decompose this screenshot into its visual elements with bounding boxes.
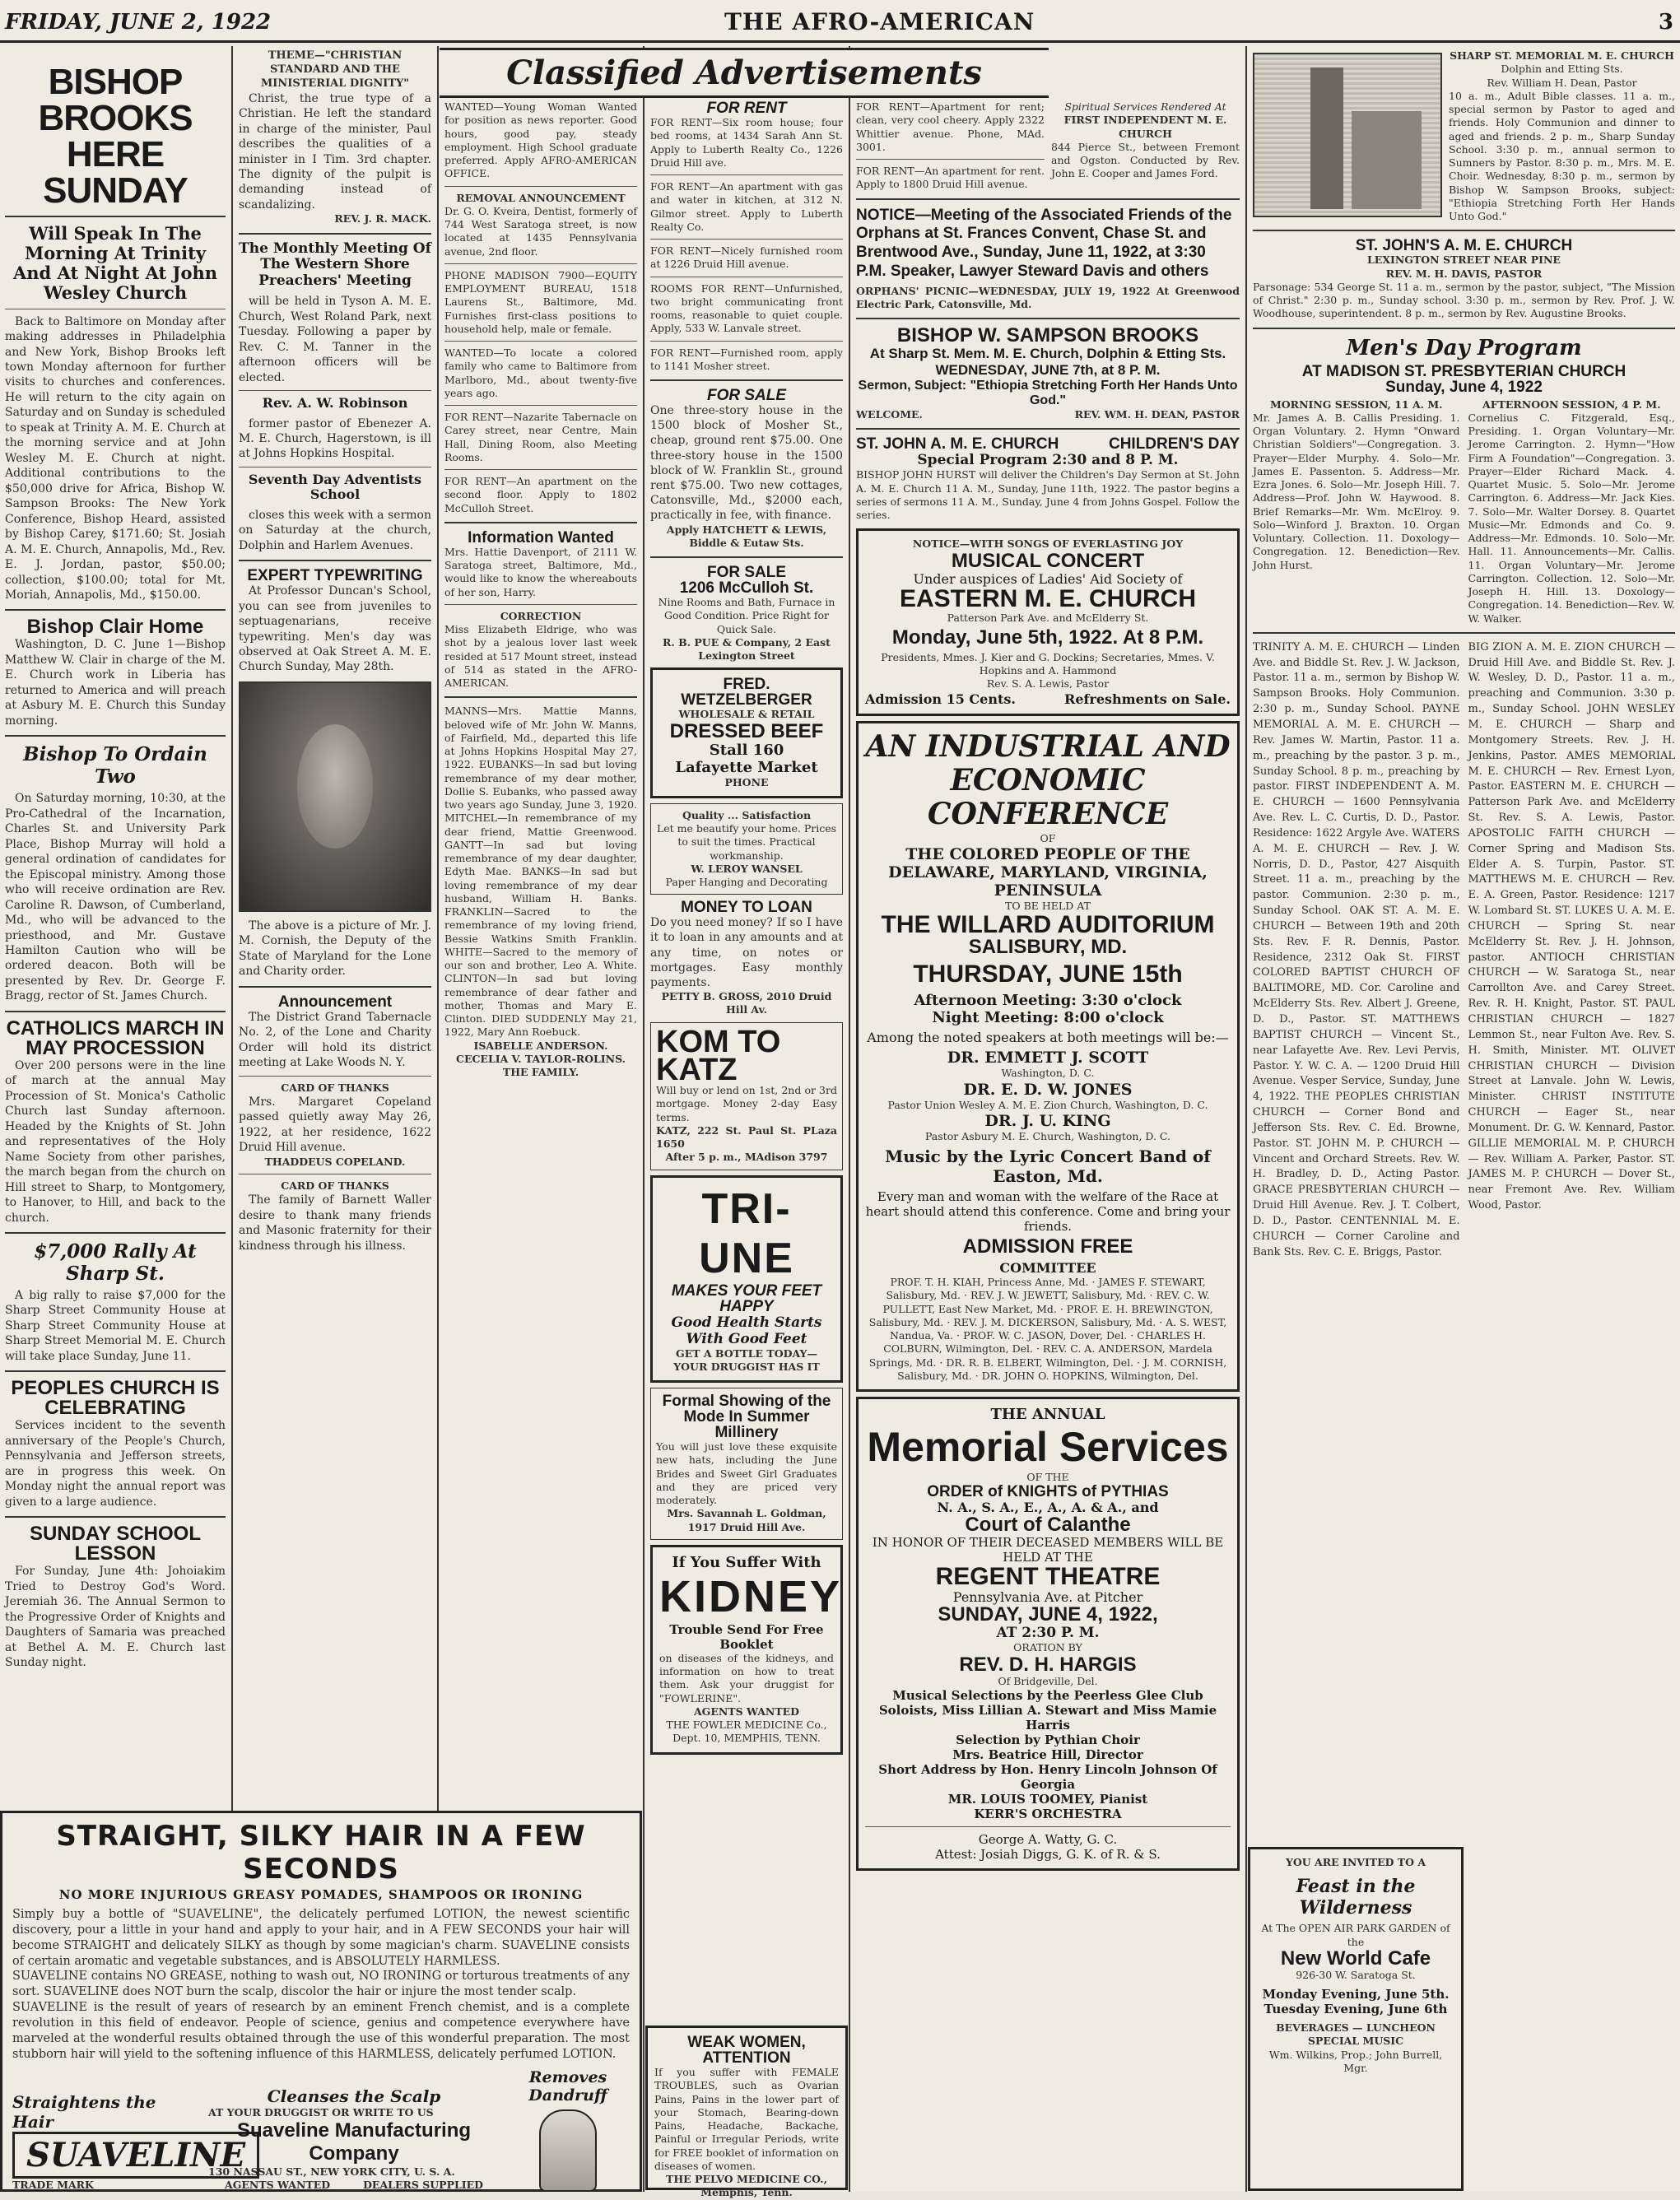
conference-held: TO BE HELD AT xyxy=(1005,900,1091,913)
column-rule xyxy=(1245,46,1247,2192)
speaker-2-affil: Pastor Union Wesley A. M. E. Zion Church, Washington, D. C. xyxy=(887,1098,1208,1111)
ad-suaveline xyxy=(0,1811,642,2192)
concert-notice: NOTICE—WITH SONGS OF EVERLASTING JOY xyxy=(912,537,1184,551)
memorial-honor: IN HONOR OF THEIR DECEASED MEMBERS WILL BE HELD AT THE xyxy=(872,1535,1224,1565)
brooks-head: BISHOP W. SAMPSON BROOKS xyxy=(896,324,1199,347)
memorial-attest: Attest: Josiah Diggs, G. K. of R. & S. xyxy=(935,1846,1161,1862)
ad-sale-2-address: 1206 McCulloh St. xyxy=(679,579,814,597)
speaker-1: DR. EMMETT J. SCOTT xyxy=(947,1049,1149,1067)
memorial-soloists: Soloists, Miss Lillian A. Stewart and Miss Mamie Harris xyxy=(878,1702,1217,1733)
concert-title: MUSICAL CONCERT xyxy=(951,549,1145,572)
column-rule xyxy=(849,46,850,2192)
memorial-of: OF THE xyxy=(1026,1471,1069,1484)
memorial-address: Pennsylvania Ave. at Pitcher xyxy=(952,1589,1143,1606)
memorial-theatre: REGENT THEATRE xyxy=(935,1563,1161,1591)
memorial-pianist: MR. LOUIS TOOMEY, Pianist xyxy=(947,1791,1148,1807)
brooks-sign: REV. WM. H. DEAN, PASTOR xyxy=(1074,408,1240,421)
ad-weak-women xyxy=(645,2026,848,2199)
headline-robinson: Rev. A. W. Robinson xyxy=(262,395,408,412)
ad-locate-family: WANTED—To locate a colored family who came to Baltimore from Marlboro, Md., about twenty-five years ago. xyxy=(444,347,637,399)
article-peoples-church: Services incident to the seventh anniversary of the People's Church, Pennsylvania and Jefferson streets, are in progress this week. On Monday night the annual report was given to a large audience. xyxy=(5,1419,226,1509)
concert-sub: Under auspices of Ladies' Aid Society of xyxy=(913,570,1183,587)
mens-morning-label: MORNING SESSION, 11 A. M. xyxy=(1269,398,1443,411)
wansel-head: Quality ... Satisfaction xyxy=(682,808,812,821)
cafe-date: Monday Evening, June 5th. Tuesday Evening, June 6th xyxy=(1262,1987,1450,2016)
suaveline-straightens: Straightens the Hair xyxy=(12,2092,156,2133)
headline-western-shore: The Monthly Meeting Of The Western Shore Preachers' Meeting xyxy=(239,240,431,289)
weak-women-body: If you suffer with FEMALE TROUBLES, such as Ovarian Pains, Pains in the lower part of your Stomach, Bearing-down Pains, Headache, Backache, Painful or Irregular Periods, write for FREE booklet of information on diseases of women. xyxy=(654,2066,839,2172)
sharp-church-body: 10 a. m., Adult Bible classes. 11 a. m., special sermon by Pastor to aged and friends. Holy Communion and dinner to aged and friends. 2 p. m., Sharp Sunday School. 3:30 p. m., annual sermon to Sumners by Pastor. 8:30 p. m., Mrs. M. E. Choir. Wednesday, 8:30 p. m., sermon by Bishop W. Sampson Brooks, subject: "Ethiopia Stretching Forth Her Hands Unto God." xyxy=(1449,89,1675,222)
column-1 xyxy=(0,46,230,1805)
memorial-orchestra: KERR'S ORCHESTRA xyxy=(974,1806,1122,1821)
suaveline-trademark: TRADE MARK xyxy=(12,2179,94,2192)
ad-dentist: Dr. G. O. Kveira, Dentist, formerly of 744 West Saratoga street, is now located at 1435 Pennsylvania avenue, 2nd floor. xyxy=(444,204,637,258)
signature-cecelia: CECELIA V. TAYLOR-ROLINS. xyxy=(456,1052,626,1065)
article-sharp-rally: A big rally to raise $7,000 for the Sharp Street Community House at Sharp Street Community House at Sharp Street Memorial M. E. Church will take place Sunday, June 11. xyxy=(5,1289,226,1363)
memorial-orator: REV. D. H. HARGIS xyxy=(959,1653,1137,1676)
conference-night: Night Meeting: 8:00 o'clock xyxy=(932,1009,1164,1027)
kidney-name: KIDNEY xyxy=(659,1571,843,1621)
brooks-line-1: At Sharp St. Mem. M. E. Church, Dolphin & Etting Sts. xyxy=(869,346,1226,362)
conference-people: THE COLORED PEOPLE OF THE DELAWARE, MARYLAND, VIRGINIA, PENINSULA xyxy=(888,845,1208,900)
suaveline-sub: NO MORE INJURIOUS GREASY POMADES, SHAMPOOS OR IRONING xyxy=(58,1887,584,1902)
headline-bishop-ordain: Bishop To Ordain Two xyxy=(23,743,207,788)
ad-sale-1: One three-story house in the 1500 block of Mosher St., cheap, ground rent $75.00. One three-story house in the 1500 block of W. Franklin St., ground rent $75.00. Two new cottages, Catonsville, Md., $2000 each, practically in fee, with finance. xyxy=(650,404,843,523)
ad-nazarite-rent: FOR RENT—Nazarite Tabernacle on Carey street, near Centre, Main Hall, Dining Room, also Meeting Rooms. xyxy=(444,411,637,463)
heading-for-sale: FOR SALE xyxy=(706,387,787,404)
headline-peoples-church: PEOPLES CHURCH IS CELEBRATING xyxy=(11,1377,220,1420)
concert-officers: Presidents, Mmes. J. Kier and G. Dockins; Secretaries, Mmes. V. Hopkins and A. Hammond xyxy=(881,650,1215,677)
memorial-address-by: Short Address by Hon. Henry Lincoln Johnson Of Georgia xyxy=(878,1761,1217,1792)
ad-kidney xyxy=(650,1545,843,1755)
first-independent-head: FIRST INDEPENDENT M. E. CHURCH xyxy=(1063,114,1227,140)
ad-wetzelberger xyxy=(650,667,843,798)
ad-rent-5: FOR RENT—Furnished room, apply to 1141 Mosher street. xyxy=(650,346,843,372)
headline-sunday-school: SUNDAY SCHOOL LESSON xyxy=(29,1523,202,1565)
page-number: 3 xyxy=(1658,10,1673,35)
issue-date: FRIDAY, JUNE 2, 1922 xyxy=(5,10,272,35)
wetzelberger-name: FRED. WETZELBERGER xyxy=(681,676,812,709)
article-christian-standard: Christ, the true type of a Christian. He left the standard in charge of the minister, Paul describes the qualities of a minister in I Tim. 3rd chapter. The dignity of the pulpit is demanding instead of scandalizing. xyxy=(239,91,431,212)
signature-isabelle: ISABELLE ANDERSON. xyxy=(473,1039,608,1052)
ad-mcculloh-apartment: FOR RENT—An apartment on the second floor. Apply to 1802 McCulloh Street. xyxy=(444,475,637,514)
headline-catholics-march: CATHOLICS MARCH IN MAY PROCESSION xyxy=(6,1016,225,1059)
ad-rent-2: FOR RENT—An apartment with gas and water in kitchen, at 312 N. Gilmor street. Apply to Luberth Realty Co. xyxy=(650,180,843,233)
weak-women-sign: THE PELVO MEDICINE CO., Memphis, Tenn. xyxy=(666,2173,827,2199)
memorial-order: ORDER of KNIGHTS of PYTHIAS xyxy=(927,1483,1169,1501)
wetzelberger-stall: Stall 160 xyxy=(709,741,784,759)
memorial-director: Mrs. Beatrice Hill, Director xyxy=(952,1747,1143,1762)
triune-slogan: Good Health Starts With Good Feet xyxy=(671,1314,822,1347)
loan-sign: PETTY B. GROSS, 2010 Druid Hill Av. xyxy=(661,990,832,1016)
headline-announcement: Announcement xyxy=(277,993,393,1011)
ad-rent-1: FOR RENT—Six room house; four bed rooms, at 1434 Sarah Ann St. Apply to Luberth Realty Co., 1226 Druid Hill ave. xyxy=(650,116,843,169)
kidney-body: on diseases of the kidneys, and information on how to treat them. Ask your druggist for "FOWLERINE". xyxy=(659,1651,834,1705)
suaveline-headline: STRAIGHT, SILKY HAIR IN A FEW SECONDS xyxy=(56,1820,586,1886)
kidney-sub: Trouble Send For Free Booklet xyxy=(669,1621,824,1652)
suaveline-company: Suaveline Manufacturing Company xyxy=(236,2119,472,2165)
stjohns-address: LEXINGTON STREET NEAR PINE xyxy=(1367,253,1561,267)
portrait-photo xyxy=(239,681,431,912)
katz-hours: After 5 p. m., MAdison 3797 xyxy=(665,1151,828,1164)
millinery-sign: Mrs. Savannah L. Goldman, 1917 Druid Hill Ave. xyxy=(667,1507,826,1533)
bottle-icon xyxy=(539,2109,597,2192)
classified-title: Classified Advertisements xyxy=(440,48,1049,98)
mens-afternoon-label: AFTERNOON SESSION, 4 P. M. xyxy=(1482,398,1661,411)
memorial-title: Memorial Services xyxy=(867,1424,1229,1471)
article-western-shore: will be held in Tyson A. M. E. Church, West Roland Park, next Tuesday. Following a paper by Rev. C. M. Tanner in the afternoon officers will be elected. xyxy=(239,295,431,384)
death-notices: MANNS—Mrs. Mattie Manns, beloved wife of Mr. John W. Manns, of Fairfield, Md., departed this life at Johns Hopkins Hospital May 27, 1922. EUBANKS—In sad but loving remembrance of my dear mother, Dollie S. Eubanks, who passed away two years ago Sunday, June 3, 1920. MITCHEL—In remembrance of my dear friend, Mattie Greenwood. GANTT—In sad but loving remembrance of my dear daughter, Edyth Mae. BANKS—In sad but loving remembrance of my dear husband, William H. Banks. FRANKLIN—Sacred to the remembrance of my loving friend, Bessie Watkins Smith Franklin. WHITE—Sacred to the memory of our son and brother, Leo A. White. CLINTON—In sad but loving remembrance of dear father and mother, Thomas and Mary E. Clinton. DIED SUDDENLY May 21, 1922, Mary Ann Roebuck. xyxy=(444,705,637,1039)
article-card-thanks-1: Mrs. Margaret Copeland passed quietly away May 26, 1922, at her residence, 1622 Druid Hill avenue. xyxy=(239,1095,431,1155)
memorial-order-2: N. A., S. A., E., A., A. & A., and xyxy=(937,1500,1159,1516)
headline-bishop-brooks: BISHOP BROOKS HERE SUNDAY xyxy=(38,62,193,211)
column-rule xyxy=(643,46,645,2192)
wetzelberger-sub: WHOLESALE & RETAIL xyxy=(678,708,815,721)
article-bishop-brooks: Back to Baltimore on Monday after making addresses in Philadelphia and New York, Bishop Brooks left town Monday afternoon for further visits to churches and conferences. He will return to the city again on Saturday and on Sunday is scheduled to speak at Trinity A. M. E. Church at the morning service and at John Wesley M. E. Church at night. Additional contributions to the $50,000 drive for Africa, Bishop W. Sampson Brooks: The New York Conference, Bishop Heard, assisted by Bishop Carey, $171.60; St. Josiah A. M. E. Church, Annapolis, Md., Rev. E. J. Jordan, pastor, $50.00; collection, $100.00; total for Mt. Moriah, Annapolis, Md., $150.00. xyxy=(5,314,226,602)
cafe-title: Feast in the Wilderness xyxy=(1296,1876,1416,1919)
signature-family: THE FAMILY. xyxy=(502,1066,579,1078)
ad-katz xyxy=(650,1022,843,1170)
stjohn-body: BISHOP JOHN HURST will deliver the Children's Day Sermon at St. John A. M. E. Church 11 A. M., Sunday, June 11th, 1922. The pastor begins a series of sermons 11 A. M., Sunday, June 4 from Johns Gospel. Follow the series. xyxy=(856,468,1240,522)
column-2 xyxy=(234,46,436,1805)
kidney-pre: If You Suffer With xyxy=(672,1553,821,1571)
speaker-1-affil: Washington, D. C. xyxy=(1001,1067,1095,1080)
speaker-3: DR. J. U. KING xyxy=(984,1111,1111,1130)
ad-equity-bureau: PHONE MADISON 7900—EQUITY EMPLOYMENT BUREAU, 1518 Laurens St., Baltimore, Md. Furnishes first-class positions to household help, male or female. xyxy=(444,268,637,335)
headline-card-thanks-1: CARD OF THANKS xyxy=(281,1081,389,1094)
ad-rent-whittier: FOR RENT—Apartment for rent; clean, very cool cheery. Apply 2322 Whittier avenue. Phone, MAd. 3001. xyxy=(856,100,1045,153)
article-bishop-clair: Washington, D. C. June 1—Bishop Matthew W. Clair in charge of the M. E. Church work in Liberia has returned to America and will preach at Asbury M. E. Church this Sunday morning. xyxy=(5,638,226,728)
heading-removal: REMOVAL ANNOUNCEMENT xyxy=(456,191,626,204)
stjohns-pastor: REV. M. H. DAVIS, PASTOR xyxy=(1385,267,1543,280)
ad-musical-concert xyxy=(856,528,1240,715)
ad-rent-3: FOR RENT—Nicely furnished room at 1226 Druid Hill avenue. xyxy=(650,244,843,271)
memorial-selection: Selection by Pythian Choir xyxy=(956,1732,1140,1747)
cafe-name: New World Cafe xyxy=(1280,1947,1431,1970)
heading-info-wanted: Information Wanted xyxy=(468,528,614,547)
cafe-music: SPECIAL MUSIC xyxy=(1307,2035,1404,2048)
subhead-bishop-brooks: Will Speak In The Morning At Trinity And At Night At John Wesley Church xyxy=(12,223,218,304)
memorial-time: AT 2:30 P. M. xyxy=(996,1625,1100,1642)
photo-caption: The above is a picture of Mr. J. M. Cornish, the Deputy of the State of Maryland for the Lone and Charity order. xyxy=(239,919,431,979)
headline-typewriting: EXPERT TYPEWRITING xyxy=(247,567,423,585)
wansel-body: Let me beautify your home. Prices to suit the times. Practical workmanship. xyxy=(656,822,837,862)
suaveline-logo: SUAVELINE xyxy=(12,2132,259,2179)
wansel-sub: Paper Hanging and Decorating xyxy=(665,876,828,888)
suaveline-druggist: AT YOUR DRUGGIST OR WRITE TO US xyxy=(208,2105,434,2119)
headline-adventists: Seventh Day Adventists School xyxy=(248,471,422,503)
column-4 xyxy=(645,97,848,2192)
suaveline-agents: AGENTS WANTED xyxy=(225,2179,331,2192)
article-catholics-march: Over 200 persons were in the line of march at the annual May Procession of St. Monica's Catholic Church last Sunday afternoon. Headed by the Knights of St. John and representatives of the Holy Name Society from other parishes, the march began from the church on Hill street to Sharp, to Montgomery, to Hanover, to Hill, and back to the church. xyxy=(5,1058,226,1225)
headline-bishop-clair: Bishop Clair Home xyxy=(26,616,204,639)
paper-title: THE AFRO-AMERICAN xyxy=(724,8,1035,35)
memorial-orator-from: Of Bridgeville, Del. xyxy=(998,1674,1098,1687)
article-announcement: The District Grand Tabernacle No. 2, of the Lone and Charity Order will hold its district meeting at Lake Woods N. Y. xyxy=(239,1010,431,1070)
headline-sharp-rally: $7,000 Rally At Sharp St. xyxy=(34,1240,197,1285)
ad-sale-2: Nine Rooms and Bath, Furnace in Good Condition. Price Right for Quick Sale. xyxy=(658,596,835,635)
mens-day-at: AT MADISON ST. PRESBYTERIAN CHURCH xyxy=(1301,362,1626,380)
notice-picnic: ORPHANS' PICNIC—WEDNESDAY, JULY 19, 1922 At Greenwood Electric Park, Catonsville, Md. xyxy=(856,284,1240,310)
suaveline-dealers: DEALERS SUPPLIED xyxy=(363,2179,483,2192)
conference-speakers-intro: Among the noted speakers at both meetings will be:— xyxy=(867,1030,1229,1046)
conference-music: Music by the Lyric Concert Band of Easton, Md. xyxy=(885,1147,1211,1187)
committee-list: PROF. T. H. KIAH, Princess Anne, Md. · JAMES F. STEWART, Salisbury, Md. · REV. J. W. JEWETT, Salisbury, Md. · REV. C. W. PULLETT, East New Market, Md. · PROF. E. H. BREWINGTON, Salisbury, Md. · REV. J. M. DICKERSON, Salisbury, Md. · A. S. WEST, Nandua, Va. · PROF. W. C. JASON, Dover, Del. · CHARLES H. COLBURN, Wilmington, Del. · REV. C. A. ANDERSON, Mardela Springs, Md. · DR. R. B. ELBERT, Wilmington, Del. · J. M. CORNISH, Salisbury, Md. · DR. JOHN O. HOPKINS, Wilmington, Del. xyxy=(868,1276,1227,1382)
article-adventists: closes this week with a sermon on Saturday at the church, Dolphin and Harlem Avenues. xyxy=(239,508,431,552)
cafe-at: At The OPEN AIR PARK GARDEN of the xyxy=(1261,1922,1450,1948)
katz-logo: KOM TO KATZ xyxy=(656,1024,781,1087)
speaker-3-affil: Pastor Asbury M. E. Church, Washington, D. C. xyxy=(924,1129,1171,1142)
column-3 xyxy=(440,97,642,1805)
ad-correction: Miss Elizabeth Eldrige, who was shot by a jealous lover last week resided at 517 Mount street, instead of 514 as stated in the AFRO-AMERICAN. xyxy=(444,623,637,689)
heading-correction: CORRECTION xyxy=(500,609,582,622)
katz-body: Will buy or lend on 1st, 2nd or 3rd mortgage. Money 2-day Easy terms. xyxy=(656,1084,837,1123)
ad-reporter-wanted: WANTED—Young Woman Wanted for position as news reporter. Good hours, good pay, steady employment. High School graduate preferred. Apply AFRO-AMERICAN OFFICE. xyxy=(444,100,637,180)
heading-for-rent: FOR RENT xyxy=(706,100,787,117)
memorial-date: SUNDAY, JUNE 4, 1922, xyxy=(938,1603,1158,1626)
stjohns-body: Parsonage: 534 George St. 11 a. m., sermon by the pastor, subject, "The Mission of Christ." 2:30 p. m., Sunday school. 3:30 p. m., sermon by Rev. Prof. J. W. Woodhouse, superintendent. 8 p. m., sermon by Rev. Augustine Brooks. xyxy=(1253,280,1675,320)
suaveline-address: 130 NASSAU ST., NEW YORK CITY, U. S. A. xyxy=(208,2165,455,2178)
millinery-body: You will just love these exquisite new hats, including the June Brides and Sweet Girl Graduates and they are priced very moderately. xyxy=(656,1440,837,1507)
cafe-address: 926-30 W. Saratoga St. xyxy=(1296,1968,1416,1981)
column-5 xyxy=(851,97,1245,2192)
headline-christian-standard: THEME—"CHRISTIAN STANDARD AND THE MINISTERIAL DIGNITY" xyxy=(260,49,410,90)
conference-of: OF xyxy=(1040,831,1056,844)
cafe-beverages: BEVERAGES — LUNCHEON xyxy=(1276,2021,1436,2034)
conference-date: THURSDAY, JUNE 15th xyxy=(913,960,1183,988)
mens-day-date: Sunday, June 4, 1922 xyxy=(1385,378,1543,396)
suaveline-removes: Removes Dandruff xyxy=(528,2068,607,2105)
ad-davenport: Mrs. Hattie Davenport, of 2111 W. Saratoga street, Baltimore, Md., would like to know the whereabouts of her son, Harry. xyxy=(444,545,637,598)
conference-city: SALISBURY, MD. xyxy=(968,936,1128,959)
kidney-sign: THE FOWLER MEDICINE Co., Dept. 10, MEMPHIS, TENN. xyxy=(666,1719,827,1745)
cafe-sign: Wm. Wilkins, Prop.; John Burrell, Mgr. xyxy=(1268,2048,1443,2074)
stjohn-head-2: CHILDREN'S DAY xyxy=(1108,435,1240,453)
concert-admission: Admission 15 Cents. xyxy=(865,691,1016,707)
stjohn-line-1: Special Program 2:30 and 8 P. M. xyxy=(917,452,1179,469)
church-directory-left: TRINITY A. M. E. CHURCH — Linden Ave. and Biddle St. Rev. J. W. Jackson, Pastor. 11 a. m., sermon by Bishop W. Sampson Brooks. Holy Communion. 2:30 p. m., Sunday School. PAYNE MEMORIAL A. M. E. CHURCH — Rev. James W. Martin, Pastor. 11 a. m., preaching by the pastor. 3 p. m., Sunday School. 8 p. m., preaching by pastor. FIRST INDEPENDENT A. M. E. CHURCH — 1600 Pennsylvania Ave. Rev. L. C. Curtis, D. D., Pastor. Residence: 1622 Argyle Ave. WATERS A. M. E. CHURCH — Rev. J. W. Norris, D. D., Pastor, 427 Aisquith Street. 11 a. m., preaching by the pastor. Communion. 2:30 p. m., Sunday School. OAK ST. A. M. E. CHURCH — Between 19th and 20th Sts. Rev. F. R. Dennis, Pastor. Residence, 2312 Oak St. FIRST COLORED BAPTIST CHURCH OF BALTIMORE, MD. Cor. Caroline and McElderry Sts. Rev. Albert J. Greene, D. D., Pastor. ST. MATTHEWS BAPTIST CHURCH — Vincent St., near Lafayette Ave. Rev. Levi Pervis, Pastor. Y. W. C. A. — 1200 Druid Hill Avenue. Vesper Service, Sunday, June 4, 1922. THE PEOPLES CHRISTIAN CHURCH — Corner Bond and Jefferson Sts. Rev. C. Ed. Browne, Pastor. ST. JOHN M. P. CHURCH — Vincent and Orchard Streets. Rev. W. H. Bradley, D. D., Acting Pastor. GRACE PRESBYTERIAN CHURCH — Druid Hill Avenue. Rev. J. T. Colbert, D. D., Pastor. CENTENNIAL M. E. CHURCH — Corner Caroline and Bank Sts. Rev. C. E. Briggs, Pastor. xyxy=(1253,640,1460,1258)
suaveline-body-3: SUAVELINE is the result of years of research by an eminent French chemist, and is a complete revolution in this field of endeavor. People of science, genius and competence everywhere have marveled at the wonderful results obtained through the use of this wonderful preparation. The most stubborn hair will yield to the softening influence of this HARMLESS, delicately perfumed LOTION. xyxy=(12,2001,630,2061)
ad-new-world-cafe xyxy=(1248,1847,1464,2191)
ad-millinery xyxy=(650,1388,843,1540)
kidney-agents: AGENTS WANTED xyxy=(693,1705,800,1718)
ad-rent-4: ROOMS FOR RENT—Unfurnished, two bright communicating front rooms, reasonable to quiet couple. Apply, 533 W. Lanvale street. xyxy=(650,281,843,335)
suaveline-body-2: SUAVELINE contains NO GREASE, nothing to wash out, NO IRONING or torturous treatments of any sort. SUAVELINE does NOT burn the scalp, discolor the hair or injure the most tender scalp. xyxy=(12,1970,630,1999)
committee-head: COMMITTEE xyxy=(999,1260,1096,1277)
ad-economic-conference xyxy=(856,721,1240,1392)
article-bishop-ordain: On Saturday morning, 10:30, at the Pro-Cathedral of the Incarnation, Charles St. and University Park Place, Bishop Murray will hold a general ordination of candidates for the Episcopal ministry. Among those who will receive ordination are Rev. Caroline R. Dawson, of Cumberland, Md., who will be advanced to the priesthood, and Mr. Gustave Hamilton Caution who will be ordered deacon. Both will be presented by Rev. Dr. George F. Bragg, rector of St. James Church. xyxy=(5,792,226,1003)
headline-card-thanks-2: CARD OF THANKS xyxy=(281,1179,389,1193)
article-robinson: former pastor of Ebenezer A. M. E. Church, Hagerstown, is ill at Johns Hopkins Hospital. xyxy=(239,416,431,461)
suaveline-body-1: Simply buy a bottle of "SUAVELINE", the delicately perfumed LOTION, the newest scientific discovery, pour a little in your hand and apply to your hair, and in A FEW SECONDS your hair will become STRAIGHT and delicately SILKY as though by some magician's charm. SUAVELINE consists of certain aromatic and vegetable substances, and is ABSOLUTELY HARMLESS. xyxy=(12,1908,630,1968)
notice-orphans: NOTICE—Meeting of the Associated Friends of the Orphans at St. Frances Convent, Chase St. and Brentwood Ave., Sunday, June 11, 1922, at 3:30 P.M. Speaker, Lawyer Steward Davis and others xyxy=(856,206,1232,280)
brooks-line-3: Sermon, Subject: "Ethiopia Stretching Forth Her Hands Unto God." xyxy=(858,379,1238,408)
sharp-church-pastor: Rev. William H. Dean, Pastor xyxy=(1487,76,1637,89)
article-card-thanks-2: The family of Barnett Waller desire to thank many friends and Masonic fraternity for their kindness through his illness. xyxy=(239,1193,431,1253)
conference-afternoon: Afternoon Meeting: 3:30 o'clock xyxy=(914,992,1182,1010)
millinery-head: Formal Showing of the Mode In Summer Millinery xyxy=(662,1393,831,1442)
concert-date: Monday, June 5th, 1922. At 8 P.M. xyxy=(891,626,1204,649)
triune-foot: GET A BOTTLE TODAY— YOUR DRUGGIST HAS IT xyxy=(673,1347,820,1373)
brooks-welcome: WELCOME. xyxy=(856,408,923,421)
conference-appeal: Every man and woman with the welfare of the Race at heart should attend this conference. Come and bring your friends. xyxy=(865,1189,1231,1235)
speaker-2: DR. E. D. W. JONES xyxy=(963,1080,1133,1099)
concert-refreshments: Refreshments on Sale. xyxy=(1064,691,1231,707)
ad-wansel xyxy=(650,803,843,895)
article-typewriting: At Professor Duncan's School, you can see from juveniles to septuagenarians, receive typewriting. Men's day was observed at Oak Street A. M. E. Church Sunday, May 28th. xyxy=(239,584,431,674)
ad-sale-2-sign: R. B. PUE & Company, 2 East Lexington Street xyxy=(663,635,831,662)
memorial-gc: George A. Watty, G. C. xyxy=(978,1831,1118,1847)
wansel-name: W. LEROY WANSEL xyxy=(691,862,803,875)
conference-admission: ADMISSION FREE xyxy=(962,1235,1133,1258)
memorial-oration: ORATION BY xyxy=(1013,1641,1082,1654)
sharp-church-head: SHARP ST. MEMORIAL M. E. CHURCH xyxy=(1450,49,1674,62)
first-independent-body: 844 Pierce St., between Fremont and Ogston. Conducted by Rev. John E. Cooper and James Ford. xyxy=(1051,140,1240,180)
mens-day-head: Men's Day Program xyxy=(1346,335,1582,360)
memorial-court: Court of Calanthe xyxy=(965,1514,1131,1537)
ad-rent-druid: FOR RENT—An apartment for rent. Apply to 1800 Druid Hill avenue. xyxy=(856,165,1045,191)
ad-sale-1-sign: Apply HATCHETT & LEWIS, Biddle & Eutaw Sts. xyxy=(666,523,827,549)
concert-address: Patterson Park Ave. and McElderry St. xyxy=(947,611,1149,624)
stjohn-head: ST. JOHN A. M. E. CHURCH xyxy=(856,435,1059,453)
katz-sign: KATZ, 222 St. Paul St. PLaza 1650 xyxy=(656,1123,837,1151)
concert-church: EASTERN M. E. CHURCH xyxy=(899,584,1196,612)
concert-pastor: Rev. S. A. Lewis, Pastor xyxy=(986,677,1110,691)
stjohns-head: ST. JOHN'S A. M. E. CHURCH xyxy=(1355,237,1573,255)
signature-mack: REV. J. R. MACK. xyxy=(334,212,431,226)
wetzelberger-phone: PHONE xyxy=(724,775,769,788)
cafe-invite: YOU ARE INVITED TO A xyxy=(1285,1856,1426,1868)
triune-sub: MAKES YOUR FEET HAPPY xyxy=(671,1281,822,1315)
ad-memorial-services xyxy=(856,1397,1240,1871)
loan-head: MONEY TO LOAN xyxy=(681,899,812,917)
wetzelberger-item: DRESSED BEEF xyxy=(669,719,824,742)
wetzelberger-market: Lafayette Market xyxy=(675,758,818,776)
brooks-line-2: WEDNESDAY, JUNE 7th, at 8 P. M. xyxy=(935,362,1161,379)
sharp-church-address: Dolphin and Etting Sts. xyxy=(1501,63,1623,76)
triune-name: TRI-UNE xyxy=(699,1184,794,1282)
suaveline-cleanses: Cleanses the Scalp xyxy=(267,2086,441,2106)
church-directory-right: BIG ZION A. M. E. ZION CHURCH — Druid Hill Ave. and Biddle St. Rev. J. W. Wesley, D. D., Pastor. 11 a. m., preaching and Communion. 3:30 p. m., Sunday School. JOHN WESLEY M. E. CHURCH — Sharp and Montgomery Streets. Rev. J. H. Jenkins, Pastor. AMES MEMORIAL M. E. CHURCH — Rev. Ernest Lyon, Pastor. EASTERN M. E. CHURCH — Patterson Park Ave. and McElderry St. Rev. S. A. Lewis, Pastor. APOSTOLIC FAITH CHURCH — Corner Spring and Madison Sts. Elder A. S. Turpin, Pastor. ST. MATTHEWS M. E. CHURCH — Rev. E. A. Green, Pastor. Residence: 1217 W. Lombard St. ST. LUKES U. A. M. E. CHURCH — Spring St. near McElderry St. Rev. J. H. Johnson, pastor. ANTIOCH CHRISTIAN CHURCH — W. Saratoga St., near Carrollton Ave. and Carey Street. Rev. R. H. Knight, Pastor. ST. PAUL CHRISTIAN CHURCH — 1827 Lemmon St., near Fulton Ave. Rev. S. H. Smith, Minister. MT. OLIVET CHRISTIAN CHURCH — Division Street at Lanvale. John W. Lewis, Minister. CHRIST INSTITUTE CHURCH — Eager St., near Monument. Dr. G. W. Kennard, Pastor. GILLIE MEMORIAL M. P. CHURCH — Rev. William A. Parker, Pastor. ST. JAMES M. P. CHURCH — Dover St., near Fremont Ave. Rev. William Wood, Pastor. xyxy=(1468,640,1675,1212)
masthead xyxy=(0,0,1680,43)
mens-afternoon-program: Cornelius C. Fitzgerald, Esq., Presiding. 1. Organ Voluntary—Mr. Jerome Carrington. 2. Hymn—"How Firm A Foundation"—Congregation. 3. Prayer—Elder Richard Mack. 4. Quartet Music. 5. Solo—Mr. Jerome Carrington. 6. Address—Mr. Jack Kies. 7. Solo—Mr. Walter Dorsey. 8. Quartet Music—Mr. Edmonds and Co. 9. Address—Mr. Edmonds. 10. Solo—Mr. Hall. 11. Announcements—Mr. Callis. 11. Organ Voluntary—Mr. Jerome Carrington. Collection. 12. Solo—Mr. Joseph H. Hill. 13. Doxology—Congregation. 14. Benediction—Rev. W. W. Walker. xyxy=(1468,411,1675,625)
memorial-music: Musical Selections by the Peerless Glee Club xyxy=(892,1687,1203,1703)
conference-title: AN INDUSTRIAL AND ECONOMIC CONFERENCE xyxy=(865,728,1231,832)
spiritual-label: Spiritual Services Rendered At xyxy=(1064,100,1226,113)
mens-morning-program: Mr. James A. B. Callis Presiding. 1. Organ Voluntary. 2. Hymn "Onward Christian Soldiers"—Congregation. 3. Prayer—Elder Murphy. 4. Solo—Mr. James E. Passenton. 5. Address—Mr. Ezra Jones. 6. Solo—Mr. Joseph Hill. 7. Address—Prof. John W. Haywood. 8. Brief Remarks—Mr. Wm. McElroy. 9. Solo—Winford J. Braxton. 10. Organ Voluntary. Collection. 11. Doxology—Congregation. 12. Benediction—Rev. John Hurst. xyxy=(1253,411,1460,571)
church-drawing xyxy=(1253,53,1442,217)
loan-body: Do you need money? If so I have it to loan in any amounts and at any time, on notes or mortgages. Easy monthly payments. xyxy=(650,916,843,989)
article-sunday-school: For Sunday, June 4th: Johoiakim Tried to Destroy God's Word. Jeremiah 36. The Annual Sermon to the Progressive Order of Knights and Daughters of Samaria was preached at Bethel A. M. E. Church last Sunday night. xyxy=(5,1565,226,1669)
weak-women-title: WEAK WOMEN, ATTENTION xyxy=(687,2034,806,2067)
memorial-the-annual: THE ANNUAL xyxy=(990,1406,1105,1424)
conference-venue: THE WILLARD AUDITORIUM xyxy=(881,911,1215,939)
signature-copeland: THADDEUS COPELAND. xyxy=(264,1155,406,1168)
heading-for-sale-2: FOR SALE xyxy=(706,564,787,581)
ad-triune xyxy=(650,1175,843,1384)
